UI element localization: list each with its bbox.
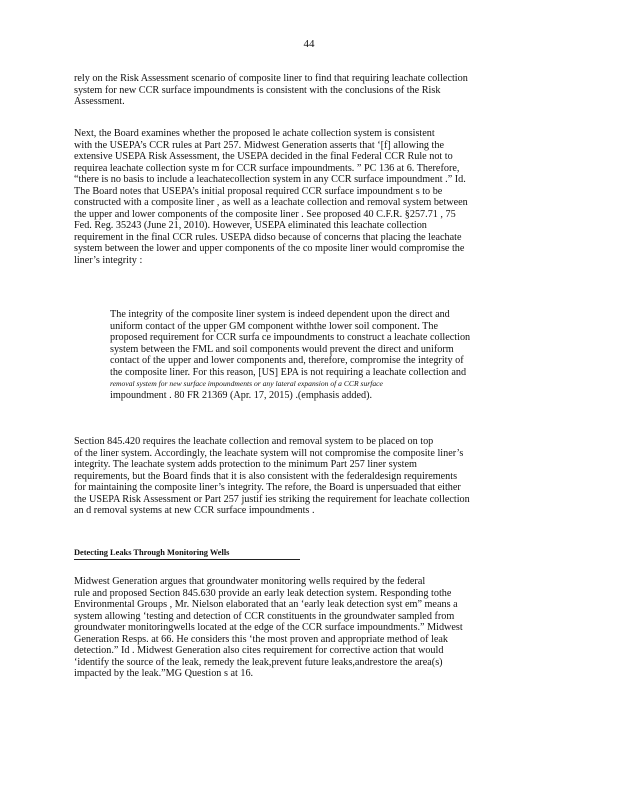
text-line: groundwater monitoringwells located at the edge of the CCR surface impoundments.” Midwest bbox=[74, 622, 463, 633]
text-line: “there is no basis to include a leachatecollection system in any CCR surface impoundment .” Id. bbox=[74, 174, 466, 185]
text-line: an d removal systems at new CCR surface impoundments . bbox=[74, 505, 315, 516]
quote-line: uniform contact of the upper GM component withthe lower soil component. The bbox=[110, 320, 438, 332]
text-line: Next, the Board examines whether the proposed le achate collection system is consistent bbox=[74, 128, 435, 139]
paragraph-section-845-420 bbox=[74, 436, 532, 517]
text-line: rule and proposed Section 845.630 provide an early leak detection system. Responding tothe bbox=[74, 587, 452, 599]
text-line: Assessment. bbox=[74, 96, 125, 107]
text-line: impacted by the leak.”MG Question s at 16. bbox=[74, 668, 254, 679]
quote-line: impoundment . 80 FR 21369 (Apr. 17, 2015) .(emphasis added). bbox=[110, 389, 373, 401]
text-line: with the USEPA’s CCR rules at Part 257. Midwest Generation asserts that ‘[f] allowing the bbox=[74, 139, 445, 151]
quote-line: proposed requirement for CCR surfa ce impoundments to construct a leachate collection bbox=[110, 332, 471, 343]
text-line: The Board notes that USEPA’s initial proposal required CCR surface impoundment s to be bbox=[74, 185, 443, 197]
text-line: constructed with a composite liner , as well as a leachate collection and removal system between bbox=[74, 197, 468, 208]
text-line: Environmental Groups , Mr. Nielson elaborated that an ‘early leak detection syst em” means a bbox=[74, 599, 458, 610]
text-line: requirement in the final CCR rules. USEPA didso because of concerns that placing the leachate bbox=[74, 231, 462, 243]
text-line: system for new CCR surface impoundments is consistent with the conclusions of the Risk bbox=[74, 84, 441, 96]
text-line: extensive USEPA Risk Assessment, the USEPA decided in the final Federal CCR Rule not to bbox=[74, 151, 453, 162]
text-line: the upper and lower components of the composite liner . See proposed 40 C.F.R. §257.71 , 75 bbox=[74, 208, 456, 220]
paragraph-risk-assessment bbox=[74, 73, 532, 108]
text-line: of the liner system. Accordingly, the leachate system will not compromise the composite liner’s bbox=[74, 447, 464, 459]
text-line: integrity. The leachate system adds protection to the minimum Part 257 liner system bbox=[74, 459, 417, 470]
text-line: system allowing ‘testing and detection of CCR constituents in the groundwater sampled from bbox=[74, 610, 455, 622]
text-line: Midwest Generation argues that groundwater monitoring wells required by the federal bbox=[74, 576, 426, 587]
quote-line: system between the FML and soil components would prevent the direct and uniform bbox=[110, 343, 454, 355]
quote-line: The integrity of the composite liner system is indeed dependent upon the direct and bbox=[110, 309, 450, 320]
text-line: Generation Resps. at 66. He considers this ‘the most proven and appropriate method of leak bbox=[74, 633, 449, 645]
quote-line: contact of the upper and lower components and, therefore, compromise the integrity of bbox=[110, 355, 464, 366]
quote-line: removal system for new surface impoundments or any lateral expansion of a CCR surface bbox=[110, 379, 383, 388]
text-line: system between the lower and upper components of the co mposite liner would compromise the bbox=[74, 243, 465, 254]
paragraph-monitoring-wells bbox=[74, 576, 532, 680]
paragraph-usepa-rules bbox=[74, 128, 532, 266]
text-line: requirea leachate collection syste m for CCR surface impoundments. ” PC 136 at 6. Therefore, bbox=[74, 162, 460, 174]
page-number: 44 bbox=[303, 38, 315, 50]
text-line: liner’s integrity : bbox=[74, 254, 143, 266]
text-line: Section 845.420 requires the leachate collection and removal system to be placed on top bbox=[74, 436, 434, 447]
text-line: ‘identify the source of the leak, remedy the leak,prevent future leaks,andrestore the area(s) bbox=[74, 656, 443, 668]
text-line: requirements, but the Board finds that it is also consistent with the federaldesign requirements bbox=[74, 470, 458, 482]
text-line: rely on the Risk Assessment scenario of composite liner to find that requiring leachate collection bbox=[74, 73, 468, 84]
block-quotation bbox=[110, 309, 534, 401]
text-line: Fed. Reg. 35243 (June 21, 2010). However, USEPA eliminated this leachate collection bbox=[74, 220, 427, 231]
text-line: for maintaining the composite liner’s integrity. The refore, the Board is unpersuaded that either bbox=[74, 482, 461, 493]
text-line: the USEPA Risk Assessment or Part 257 justif ies striking the requirement for leachate collection bbox=[74, 493, 470, 505]
section-heading: Detecting Leaks Through Monitoring Wells bbox=[74, 547, 300, 560]
quote-line: the composite liner. For this reason, [US] EPA is not requiring a leachate collection and bbox=[110, 366, 467, 378]
text-line: detection.” Id . Midwest Generation also cites requirement for corrective action that would bbox=[74, 645, 444, 656]
